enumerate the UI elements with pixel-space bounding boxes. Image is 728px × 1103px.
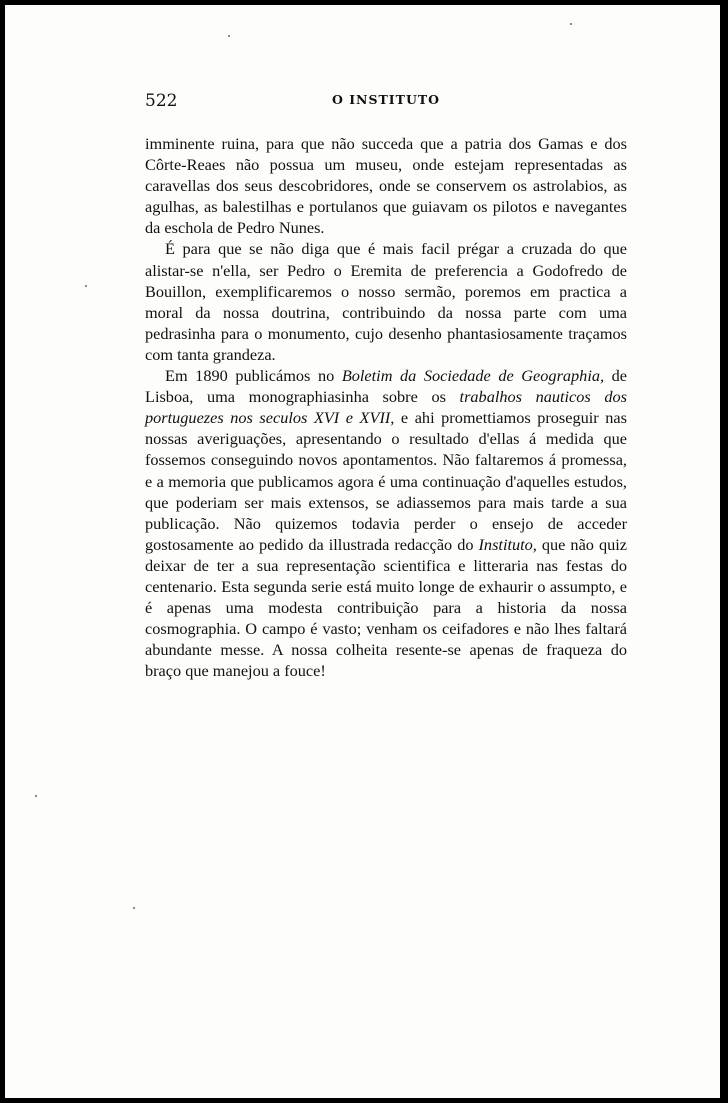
paper-speck	[570, 23, 572, 25]
paper-speck	[133, 907, 135, 909]
running-title: O INSTITUTO	[331, 92, 441, 107]
italic-text: Instituto,	[478, 534, 537, 554]
text-run: Em 1890 publicámos no	[165, 366, 342, 386]
body-text	[145, 133, 627, 681]
paragraph-2	[145, 238, 627, 365]
italic-text: trabalhos nauticos dos portuguezes nos seculos XVI e XVII,	[145, 387, 628, 428]
paragraph-1	[145, 133, 627, 238]
text-run: que não quiz deixar de ter a sua representação scientifica e litteraria nas festas do centenario. Esta segunda serie está muito longe de exhaurir o assumpto, e é apenas uma modesta contribuição para a historia da nossa cosmographia. O campo é vasto; venham os ceifadores e não lhes faltará abundante messe. A nossa colheita resente-se apenas de fraqueza do braço que manejou a fouce!	[145, 534, 627, 681]
paper-speck	[35, 795, 37, 797]
paragraph-3	[145, 365, 627, 681]
text-run: imminente ruina, para que não succeda que a patria dos Gamas e dos Côrte-Reaes não possua um museu, onde estejam representadas as caravellas dos seus descobridores, onde se conservem os astrolabios, as agulhas, as balestilhas e portulanos que guiavam os pilotos e navegantes da eschola de Pedro Nunes.	[145, 134, 627, 238]
paper-speck	[85, 285, 87, 287]
page-number: 522	[145, 91, 178, 111]
text-run: É para que se não diga que é mais facil prégar a cruzada do que alistar-se n'ella, ser Pedro o Eremita de preferencia a Godofredo de Bouillon, exemplificaremos o nosso sermão, poremos em practica a moral da nossa doutrina, contribuindo da nossa parte com uma pedrasinha para o monumento, cujo desenho phantasiosamente traçamos com tanta grandeza.	[145, 239, 627, 364]
running-head	[145, 91, 627, 115]
book-page	[5, 5, 720, 1098]
italic-text: Boletim da Sociedade de Geographia,	[341, 366, 605, 386]
paper-speck	[228, 35, 230, 37]
text-run: de Lisboa, uma monographiasinha sobre os	[145, 366, 628, 407]
text-run: e ahi promettiamos proseguir nas nossas averiguações, apresentando o resultado d'ellas á medida que fossemos conseguindo novos apontamentos. Não faltaremos á promessa, e a memoria que publicamos agora é uma continuação d'aquelles estudos, que poderiam ser mais extensos, se adiassemos para mais tarde a sua publicação. Não quizemos todavia perder o ensejo de acceder gostosamente ao pedido da illustrada redacção do	[145, 408, 627, 554]
